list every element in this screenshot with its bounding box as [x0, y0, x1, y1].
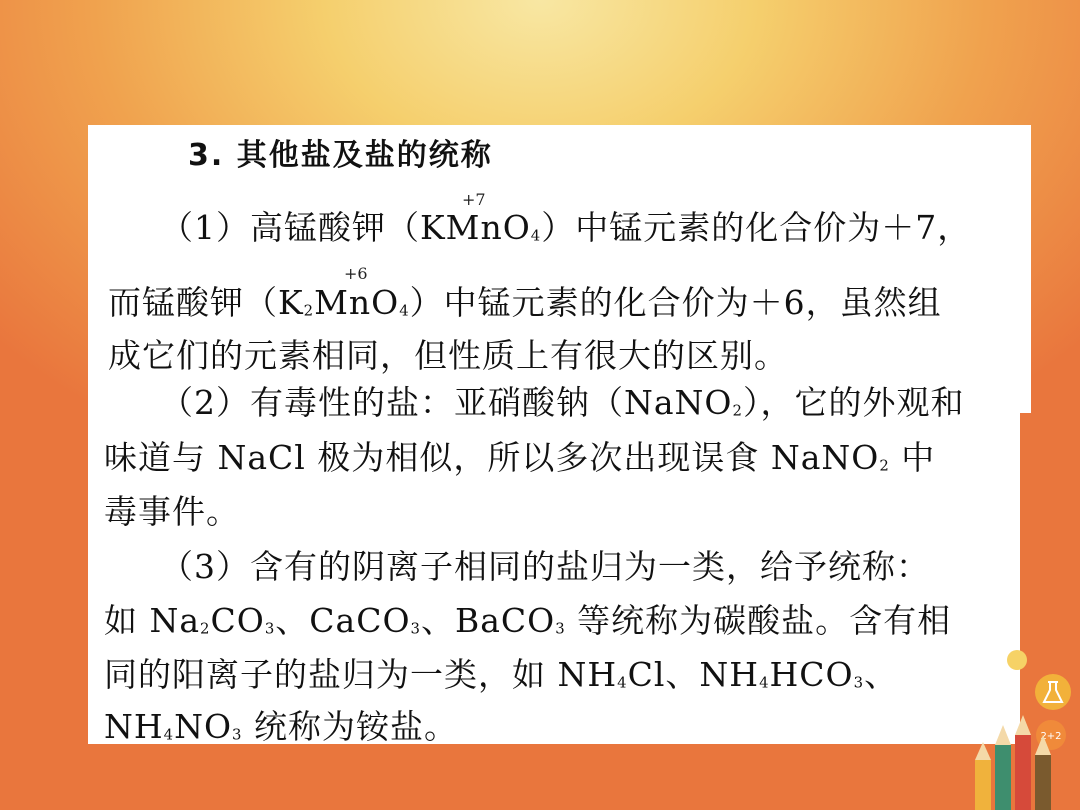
- valence-mark-plus7: +7: [462, 190, 486, 209]
- p3-line2: 如 Na2CO3、CaCO3、BaCO3 等统称为碳酸盐。含有相: [104, 601, 952, 640]
- p2-line1: （2）有毒性的盐：亚硝酸钠（NaNO2），它的外观和: [160, 383, 965, 422]
- p2-line3: 毒事件。: [104, 492, 240, 531]
- p1-line2: 而锰酸钾（K2MnO4）中锰元素的化合价为＋6，虽然组: [108, 283, 942, 322]
- p3-line1: （3）含有的阴离子相同的盐归为一类，给予统称：: [160, 547, 930, 586]
- p2-line2: 味道与 NaCl 极为相似，所以多次出现误食 NaNO2 中: [104, 438, 936, 477]
- p1-line3: 成它们的元素相同，但性质上有很大的区别。: [108, 336, 788, 375]
- valence-mark-plus6: +6: [344, 264, 368, 283]
- p3-line4: NH4NO3 统称为铵盐。: [104, 707, 458, 746]
- p1-line1: （1）高锰酸钾（KMnO4）中锰元素的化合价为＋7，: [160, 208, 972, 247]
- p3-line3: 同的阳离子的盐归为一类，如 NH4Cl、NH4HCO3、: [104, 655, 899, 694]
- flask-badge-icon: [1035, 674, 1071, 710]
- pencils-decoration-icon: [955, 640, 1080, 810]
- section-heading: 3. 其他盐及盐的统称: [188, 138, 493, 173]
- svg-text:2+2: 2+2: [1040, 731, 1062, 742]
- small-badge-icon: [1007, 650, 1027, 670]
